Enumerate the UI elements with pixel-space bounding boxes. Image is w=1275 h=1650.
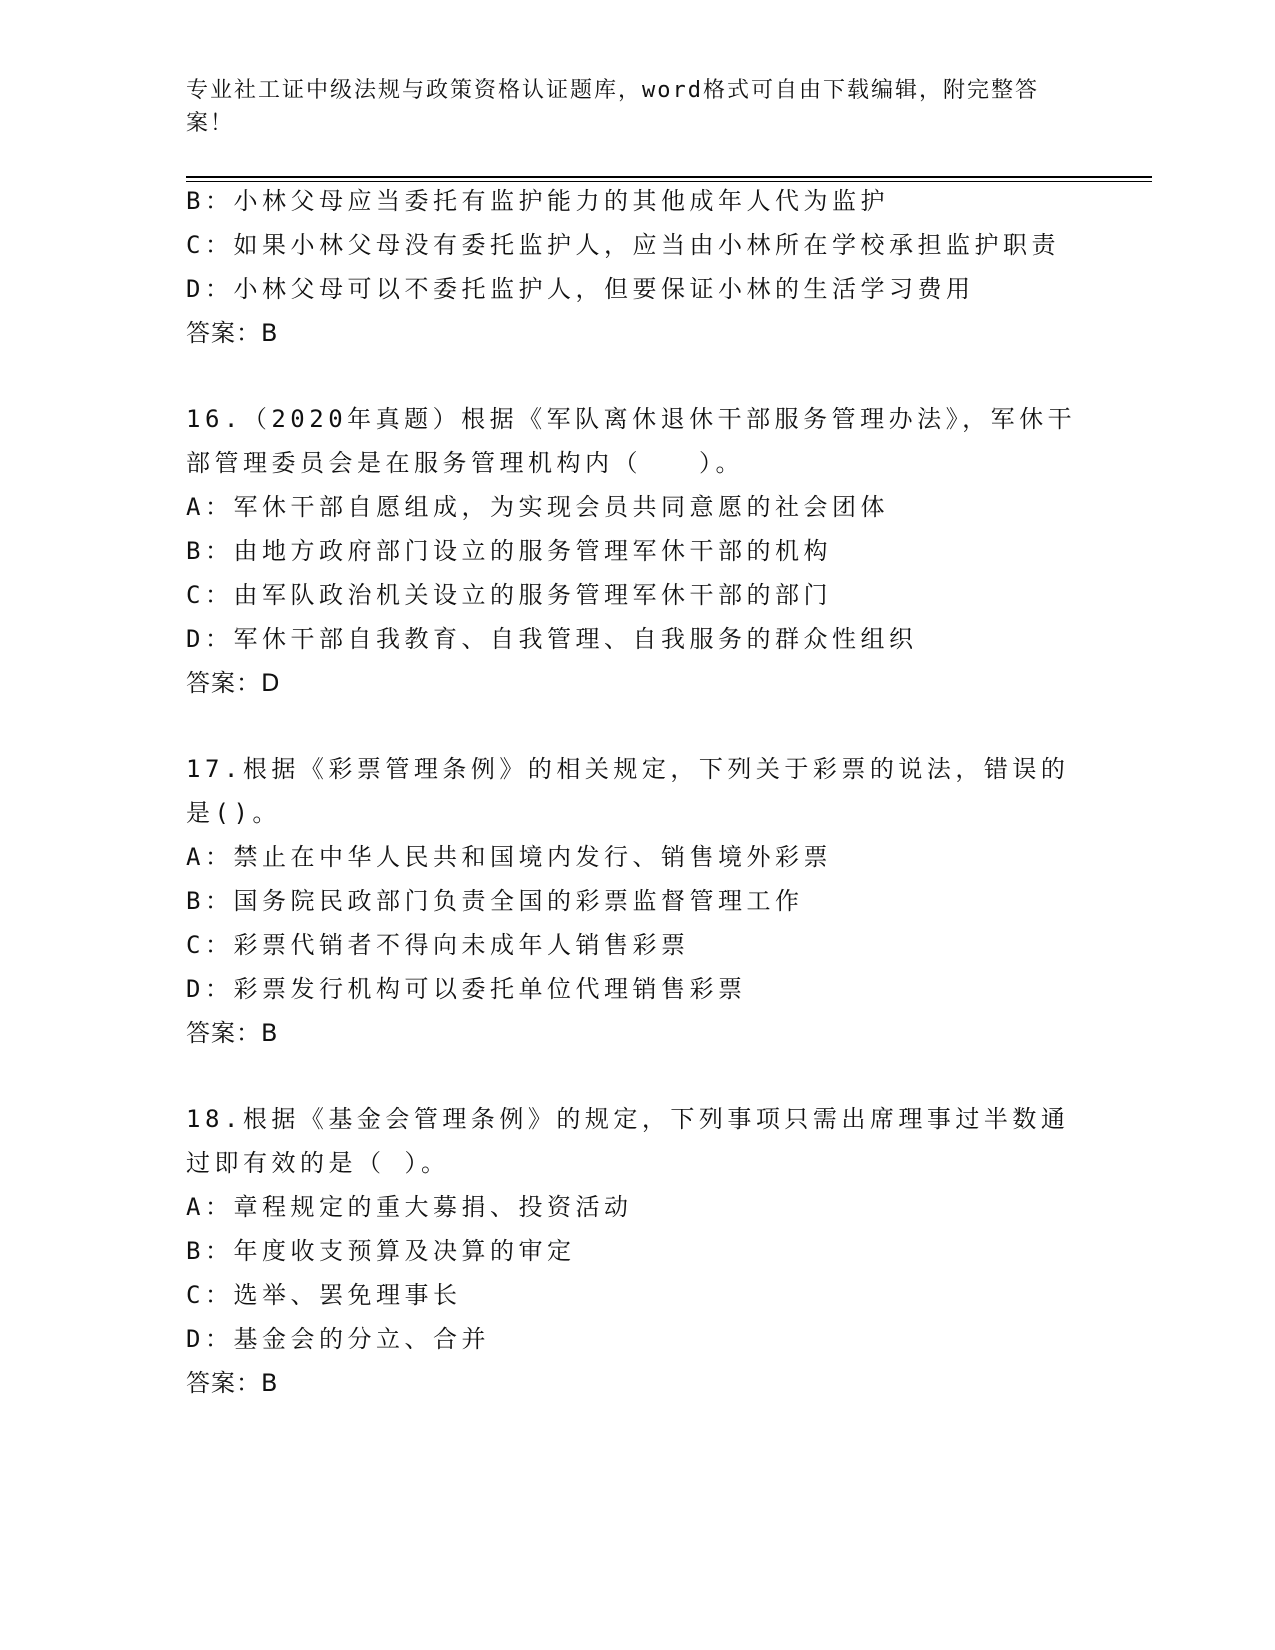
prev-answer: 答案：B <box>186 319 279 347</box>
q18-stem-line1: 18.根据《基金会管理条例》的规定，下列事项只需出席理事过半数通 <box>186 1105 1070 1133</box>
q17-stem-line1: 17.根据《彩票管理条例》的相关规定，下列关于彩票的说法，错误的 <box>186 755 1070 783</box>
q16-stem-line1: 16.（2020年真题）根据《军队离休退休干部服务管理办法》，军休干 <box>186 405 1077 433</box>
q16-option-a: A：军休干部自愿组成，为实现会员共同意愿的社会团体 <box>186 493 889 521</box>
q17-option-d: D：彩票发行机构可以委托单位代理销售彩票 <box>186 975 747 1003</box>
prev-option-b: B：小林父母应当委托有监护能力的其他成年人代为监护 <box>186 187 889 215</box>
q17-option-a: A：禁止在中华人民共和国境内发行、销售境外彩票 <box>186 843 832 871</box>
prev-option-d: D：小林父母可以不委托监护人，但要保证小林的生活学习费用 <box>186 275 975 303</box>
q16-stem-line2: 部管理委员会是在服务管理机构内（ ）。 <box>186 449 744 477</box>
q18-stem-line2: 过即有效的是（ ）。 <box>186 1149 450 1177</box>
page-header: 专业社工证中级法规与政策资格认证题库，word格式可自由下载编辑，附完整答案！ <box>186 78 1039 136</box>
q18-option-c: C：选举、罢免理事长 <box>186 1281 462 1309</box>
q17-option-c: C：彩票代销者不得向未成年人销售彩票 <box>186 931 690 959</box>
q17-option-b: B：国务院民政部门负责全国的彩票监督管理工作 <box>186 887 804 915</box>
q16-option-b: B：由地方政府部门设立的服务管理军休干部的机构 <box>186 537 832 565</box>
q18-option-a: A：章程规定的重大募捐、投资活动 <box>186 1193 633 1221</box>
q17-answer: 答案：B <box>186 1019 279 1047</box>
prev-option-c: C：如果小林父母没有委托监护人，应当由小林所在学校承担监护职责 <box>186 231 1060 259</box>
q17-stem-line2: 是()。 <box>186 799 281 827</box>
q16-answer: 答案：D <box>186 669 281 697</box>
q18-answer: 答案：B <box>186 1369 279 1397</box>
q18-option-b: B：年度收支预算及决算的审定 <box>186 1237 576 1265</box>
q18-option-d: D：基金会的分立、合并 <box>186 1325 490 1353</box>
q16-option-d: D：军休干部自我教育、自我管理、自我服务的群众性组织 <box>186 625 918 653</box>
q16-option-c: C：由军队政治机关设立的服务管理军休干部的部门 <box>186 581 832 609</box>
